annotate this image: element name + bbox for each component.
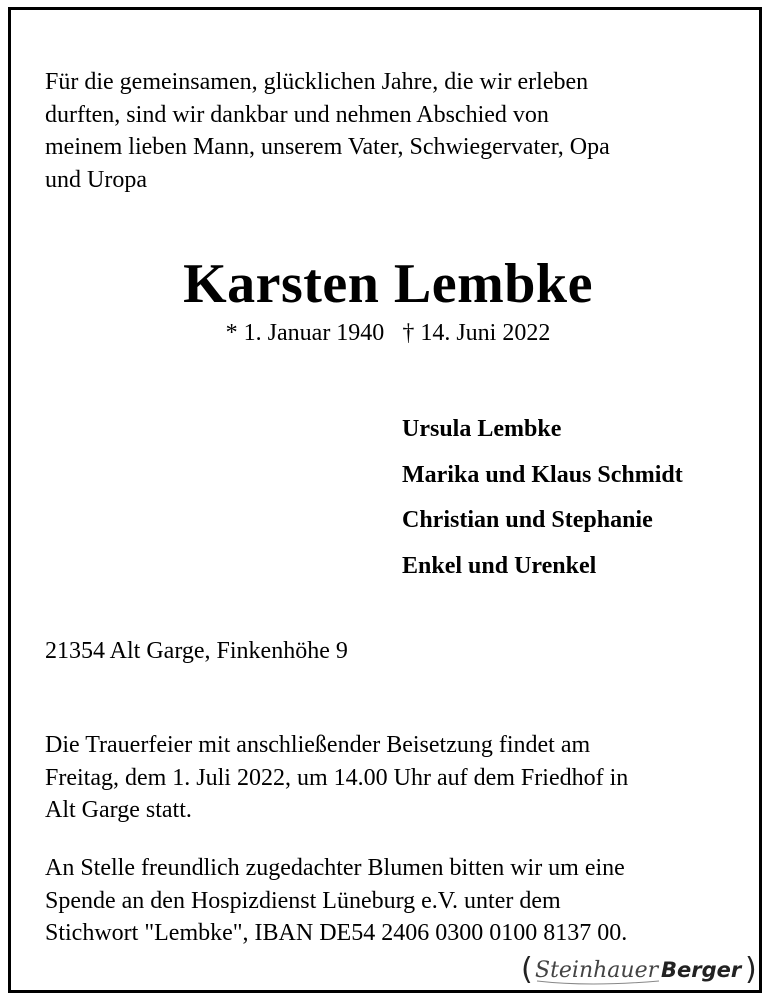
intro-line: durften, sind wir dankbar und nehmen Abschied von (45, 101, 549, 128)
mourners-list (402, 407, 742, 589)
svg-text:(: ( (521, 952, 533, 987)
logo-text-steinhauer: Steinhauer (535, 958, 659, 983)
intro-line: meinem lieben Mann, unserem Vater, Schwiegervater, Opa (45, 134, 610, 160)
svg-text:): ) (745, 952, 757, 987)
deceased-name: Karsten Lembke (183, 253, 593, 315)
donation-line: Spende an den Hospizdienst Lüneburg e.V. unter dem (45, 887, 561, 914)
ceremony-text (45, 729, 735, 827)
birth-date: * 1. Januar 1940 (225, 320, 385, 346)
steinhauer-berger-logo-icon (519, 950, 757, 990)
intro-text (45, 66, 725, 196)
ceremony-line: Alt Garge statt. (45, 797, 192, 823)
ceremony-line: Freitag, dem 1. Juli 2022, um 14.00 Uhr auf dem Friedhof in (45, 764, 629, 791)
logo-text-berger: Berger (661, 958, 742, 982)
mourner-name: Christian und Stephanie (402, 507, 653, 533)
intro-line: und Uropa (45, 166, 147, 193)
donation-line: Stichwort "Lembke", IBAN DE54 2406 0300 0100 8137 00. (45, 920, 628, 946)
mourner-name: Enkel und Urenkel (402, 552, 597, 579)
donation-line: An Stelle freundlich zugedachter Blumen bitten wir um eine (45, 855, 625, 881)
donation-text (45, 852, 745, 950)
family-address: 21354 Alt Garge, Finkenhöhe 9 (45, 638, 348, 664)
mourner-name: Marika und Klaus Schmidt (402, 461, 683, 488)
life-dates (11, 317, 765, 349)
mourner-name: Ursula Lembke (402, 416, 562, 442)
intro-line: Für die gemeinsamen, glücklichen Jahre, die wir erleben (45, 69, 589, 95)
obituary-notice (8, 7, 762, 993)
ceremony-line: Die Trauerfeier mit anschließender Beisetzung findet am (45, 732, 591, 758)
death-date: † 14. Juni 2022 (402, 320, 551, 346)
